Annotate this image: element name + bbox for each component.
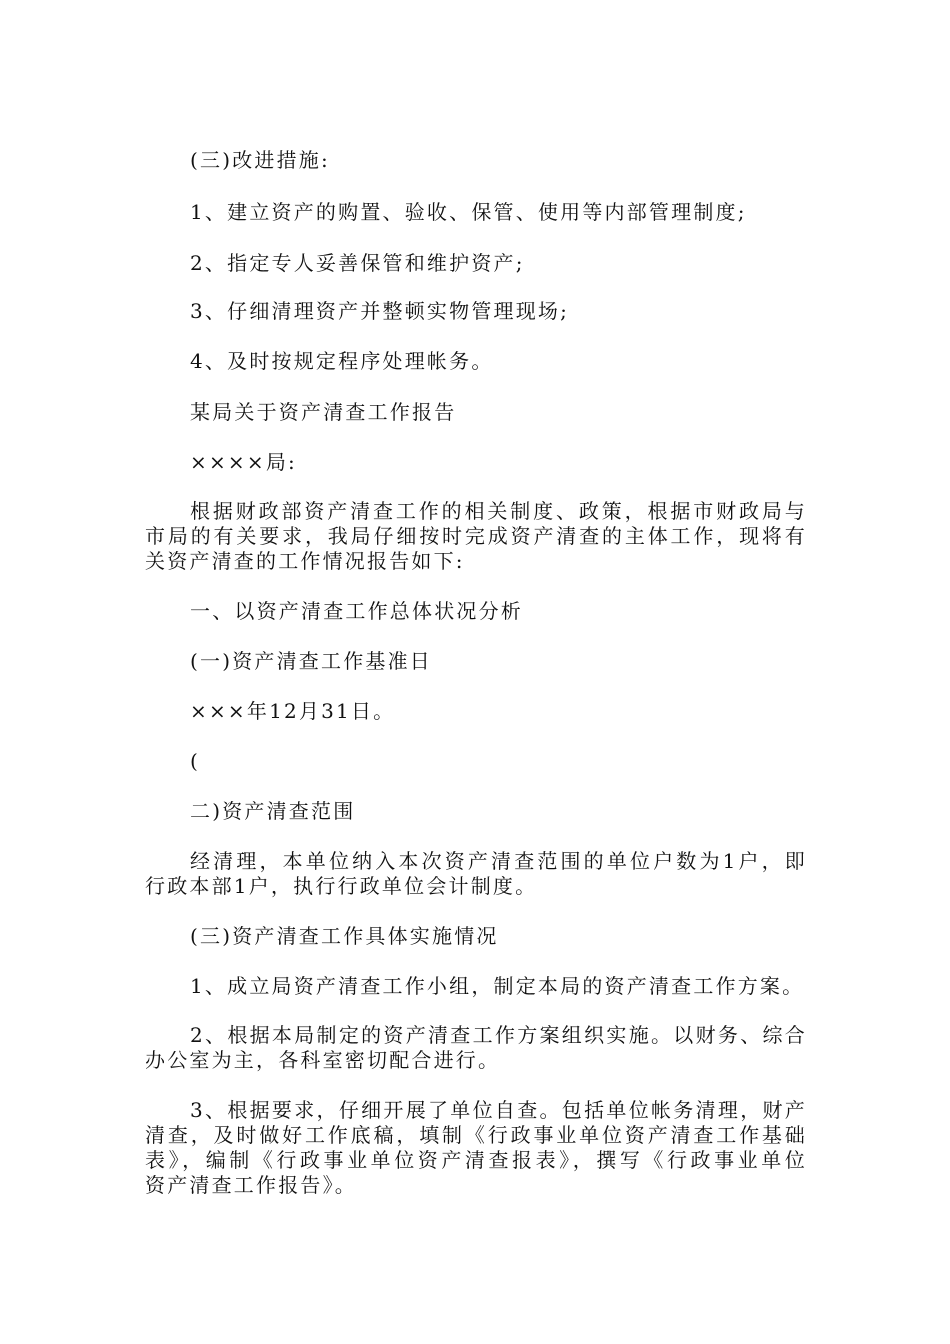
subsection-heading-3: (三)资产清查工作具体实施情况 — [190, 924, 499, 948]
section-heading-1: 一、以资产清查工作总体状况分析 — [190, 599, 523, 623]
stray-parenthesis: ( — [190, 749, 201, 773]
base-date: ×××年12月31日。 — [190, 699, 396, 723]
report-title: 某局关于资产清查工作报告 — [190, 400, 457, 424]
subsection-heading-1: (一)资产清查工作基准日 — [190, 649, 433, 673]
measure-item-2: 2、指定专人妥善保管和维护资产; — [190, 251, 525, 275]
section-heading-improvement-measures: (三)改进措施: — [190, 148, 330, 172]
measure-item-4: 4、及时按规定程序处理帐务。 — [190, 349, 494, 373]
measure-item-3: 3、仔细清理资产并整顿实物管理现场; — [190, 299, 570, 323]
intro-paragraph: 根据财政部资产清查工作的相关制度、政策，根据市财政局与 市局的有关要求，我局仔细按时完成资产清查的主体工作，现将有 关资产清查的工作情况报告如下: — [145, 499, 807, 573]
scope-paragraph: 经清理，本单位纳入本次资产清查范围的单位户数为1户，即 行政本部1户，执行行政单位会计制度。 — [145, 849, 807, 898]
implementation-item-3: 3、根据要求，仔细开展了单位自查。包括单位帐务清理，财产 清查，及时做好工作底稿，填制《行政事业单位资产清查工作基础 表》，编制《行政事业单位资产清查报表》，撰写《行政事业单位 资产清查工作报告》。 — [145, 1098, 807, 1197]
subsection-heading-2: 二)资产清查范围 — [190, 799, 356, 823]
addressee: ××××局: — [190, 450, 297, 474]
measure-item-1: 1、建立资产的购置、验收、保管、使用等内部管理制度; — [190, 200, 747, 224]
implementation-item-2: 2、根据本局制定的资产清查工作方案组织实施。以财务、综合 办公室为主，各科室密切配合进行。 — [145, 1023, 807, 1072]
implementation-item-1: 1、成立局资产清查工作小组，制定本局的资产清查工作方案。 — [190, 974, 805, 998]
